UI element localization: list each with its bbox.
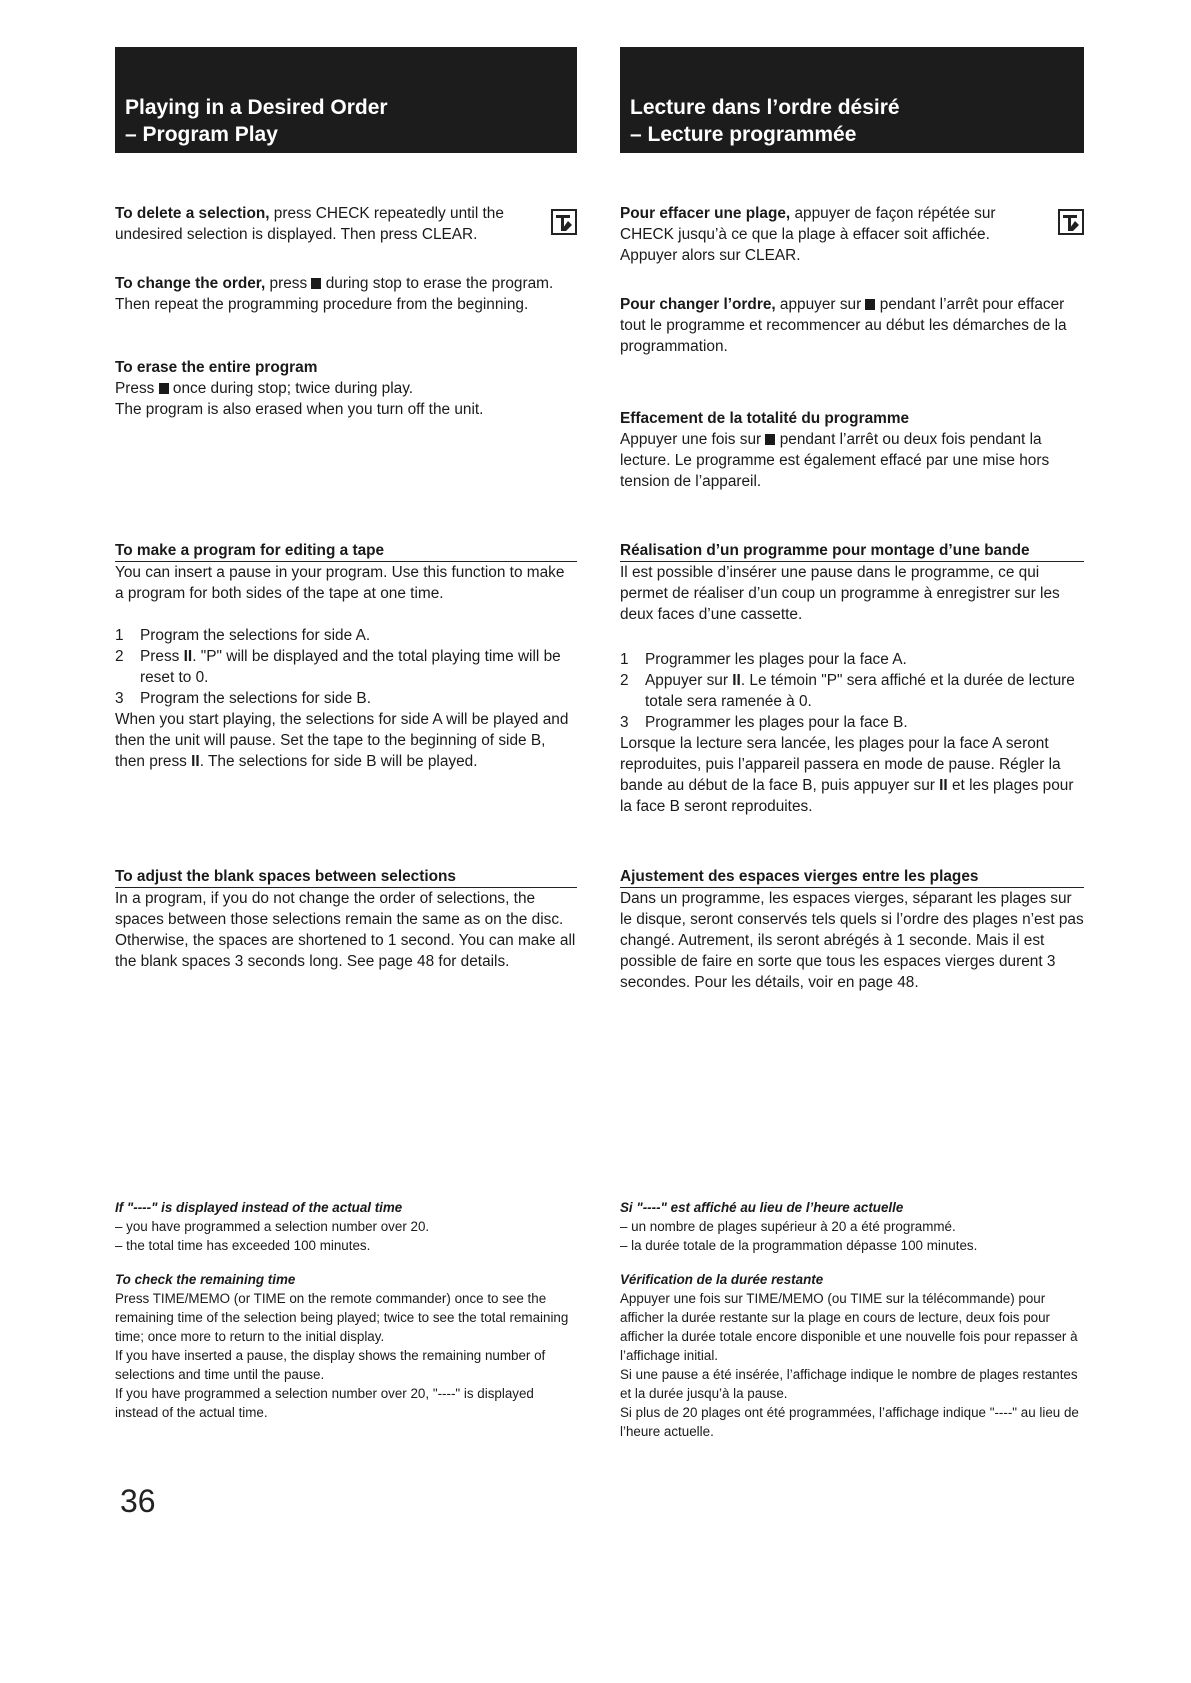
english-erase-line2: The program is also erased when you turn off the unit.: [115, 401, 484, 418]
stop-icon: [159, 383, 169, 394]
english-note1-heading: If "----" is displayed instead of the actual time: [115, 1200, 403, 1215]
english-blank-section: [115, 866, 577, 972]
french-erase-section: Effacement de la totalité du programme Appuyer une fois sur pendant l’arrêt ou deux fois pendant la lecture. Le programme est également effacé par une mise hors tension de l’appareil.: [620, 408, 1084, 492]
english-title-line1: Playing in a Desired Order: [125, 96, 388, 119]
french-edit-heading: Réalisation d’un programme pour montage d’une bande: [620, 540, 1084, 562]
list-item: 3 Programmer les plages pour la face B.: [620, 714, 908, 731]
french-title-line1: Lecture dans l’ordre désiré: [630, 96, 900, 119]
english-change-section: To change the order, press during stop to erase the program. Then repeat the programming procedure from the beginning.: [115, 275, 554, 313]
french-title-banner: [620, 47, 1084, 153]
pause-icon: II: [939, 777, 948, 794]
edit-icon: [551, 209, 577, 235]
french-erase-heading: Effacement de la totalité du programme: [620, 410, 910, 427]
pause-icon: II: [191, 753, 200, 770]
french-blank-section: [620, 866, 1084, 993]
english-erase-heading: To erase the entire program: [115, 359, 318, 376]
list-item: 2 Appuyer sur II. Le témoin "P" sera affiché et la durée de lecture totale sera ramenée à 0.: [620, 672, 1075, 710]
english-delete-lead: To delete a selection,: [115, 205, 270, 222]
french-delete-lead: Pour effacer une plage,: [620, 205, 791, 222]
list-item: 1 Program the selections for side A.: [115, 627, 371, 644]
stop-icon: [865, 299, 875, 310]
list-item: 2 Press II. "P" will be displayed and the total playing time will be reset to 0.: [115, 648, 561, 686]
list-item: 1 Programmer les plages pour la face A.: [620, 651, 907, 668]
french-notes: Si "----" est affiché au lieu de l’heure actuelle – un nombre de plages supérieur à 20 a été programmé. – la durée totale de la programmation dépasse 100 minutes. Vérification de la durée restante Appuyer une fois sur TIME/MEMO (ou TIME sur la télécommande) pour afficher la durée restante sur la plage en cours de lecture, deux fois pour afficher la durée totale encore disponible et une nouvelle fois pour repasser à l’affichage initial. Si une pause a été insérée, l’affichage indique le nombre de plages restantes et la durée jusqu’à la pause. Si plus de 20 plages ont été programmées, l’affichage indique "----" au lieu de l’heure actuelle.: [620, 1198, 1084, 1441]
english-notes: If "----" is displayed instead of the actual time – you have programmed a selection number over 20. – the total time has exceeded 100 minutes. To check the remaining time Press TIME/MEMO (or TIME on the remote commander) once to see the remaining time of the selection being played; twice to see the total remaining time; once more to return to the initial display. If you have inserted a pause, the display shows the remaining number of selections and time until the pause. If you have programmed a selection number over 20, "----" is displayed instead of the actual time.: [115, 1198, 577, 1422]
french-note2-heading: Vérification de la durée restante: [620, 1272, 824, 1287]
french-edit-section: Réalisation d’un programme pour montage d’une bande Il est possible d’insérer une pause dans le programme, ce qui permet de réaliser d’un coup un programme à enregistrer sur les deux faces d’une cassette. 1 Programmer les plages pour la face A. 2 Appuyer sur II. Le témoin "P" sera affiché et la durée de lecture totale sera ramenée à 0. 3 Programmer les plages pour la face B. Lorsque la lecture sera lancée, les plages pour la face A seront reproduites, puis l’appareil passera en mode de pause. Régler la bande au début de la face B, puis appuyer sur II et les plages pour la face B seront reproduites.: [620, 540, 1084, 817]
english-change-lead: To change the order,: [115, 275, 266, 292]
french-title-line2: – Lecture programmée: [630, 123, 857, 146]
english-blank-text: In a program, if you do not change the order of selections, the spaces between those selections remain the same as on the disc. Otherwise, the spaces are shortened to 1 second. You can make all the blank spaces 3 seconds long. See page 48 for details.: [115, 890, 576, 970]
pause-icon: II: [732, 672, 741, 689]
english-delete-text: press CHECK repeatedly until the undesired selection is displayed. Then press CLEAR.: [115, 205, 504, 243]
french-note1-heading: Si "----" est affiché au lieu de l’heure actuelle: [620, 1200, 904, 1215]
french-change-lead: Pour changer l’ordre,: [620, 296, 776, 313]
page-number: 36: [120, 1483, 156, 1519]
english-edit-intro: You can insert a pause in your program. Use this function to make a program for both sides of the tape at one time.: [115, 564, 565, 602]
stop-icon: [765, 434, 775, 445]
english-edit-heading: To make a program for editing a tape: [115, 540, 577, 562]
french-delete-section: [620, 203, 1084, 266]
pause-icon: II: [183, 648, 193, 665]
stop-icon: [311, 278, 321, 289]
english-title-banner: [115, 47, 577, 153]
english-edit-section: To make a program for editing a tape You can insert a pause in your program. Use this function to make a program for both sides of the tape at one time. 1 Program the selections for side A. 2 Press II. "P" will be displayed and the total playing time will be reset to 0. 3 Program the selections for side B. When you start playing, the selections for side A will be played and then the unit will pause. Set the tape to the beginning of side B, then press II. The selections for side B will be played.: [115, 540, 577, 772]
french-change-section: Pour changer l’ordre, appuyer sur pendant l’arrêt pour effacer tout le programme et recommencer au début les démarches de la programmation.: [620, 296, 1067, 355]
french-delete-text: appuyer de façon répétée sur CHECK jusqu’à ce que la plage à effacer soit affichée. Appuyer alors sur CLEAR.: [620, 205, 996, 264]
english-delete-section: [115, 203, 577, 245]
french-blank-text: Dans un programme, les espaces vierges, séparant les plages sur le disque, seront conservés tels quels si l’ordre des plages n’est pas changé. Autrement, ils seront abrégés à 1 seconde. Mais il est possible de faire en sorte que tous les espaces vierges durent 3 secondes. Pour les détails, voir en page 48.: [620, 890, 1084, 991]
english-note2-heading: To check the remaining time: [115, 1272, 296, 1287]
french-blank-heading: Ajustement des espaces vierges entre les plages: [620, 866, 1084, 888]
french-edit-intro: Il est possible d’insérer une pause dans le programme, ce qui permet de réaliser d’un coup un programme à enregistrer sur les deux faces d’une cassette.: [620, 564, 1060, 623]
english-blank-heading: To adjust the blank spaces between selections: [115, 866, 577, 888]
edit-icon: [1058, 209, 1084, 235]
english-title-line2: – Program Play: [125, 123, 278, 146]
english-erase-section: To erase the entire program Press once during stop; twice during play. The program is also erased when you turn off the unit.: [115, 357, 577, 420]
list-item: 3 Program the selections for side B.: [115, 690, 371, 707]
